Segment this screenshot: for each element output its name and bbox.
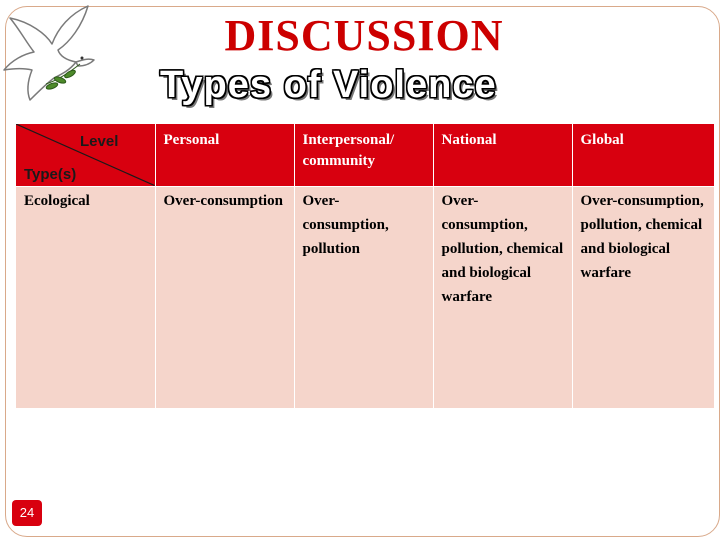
row-type-cell: Ecological	[16, 186, 155, 408]
table-cell: Over-consumption, pollution, chemical and biological warfare	[572, 186, 714, 408]
table-header-row	[16, 124, 714, 186]
violence-types-table	[16, 124, 714, 408]
table-cell: Over-consumption, pollution, chemical and biological warfare	[433, 186, 572, 408]
level-label: Level	[80, 133, 119, 150]
corner-header-cell	[16, 124, 155, 186]
page-number-badge: 24	[12, 500, 42, 526]
table-row	[16, 186, 714, 408]
table-cell: Over-consumption	[155, 186, 294, 408]
column-header: Global	[572, 124, 714, 186]
column-header: National	[433, 124, 572, 186]
column-header: Personal	[155, 124, 294, 186]
types-label: Type(s)	[24, 166, 77, 183]
table-cell: Over-consumption, pollution	[294, 186, 433, 408]
column-header: Interpersonal/ community	[294, 124, 433, 186]
slide-subtitle: Types of Violence	[160, 64, 497, 106]
slide-title: DISCUSSION	[224, 11, 504, 60]
